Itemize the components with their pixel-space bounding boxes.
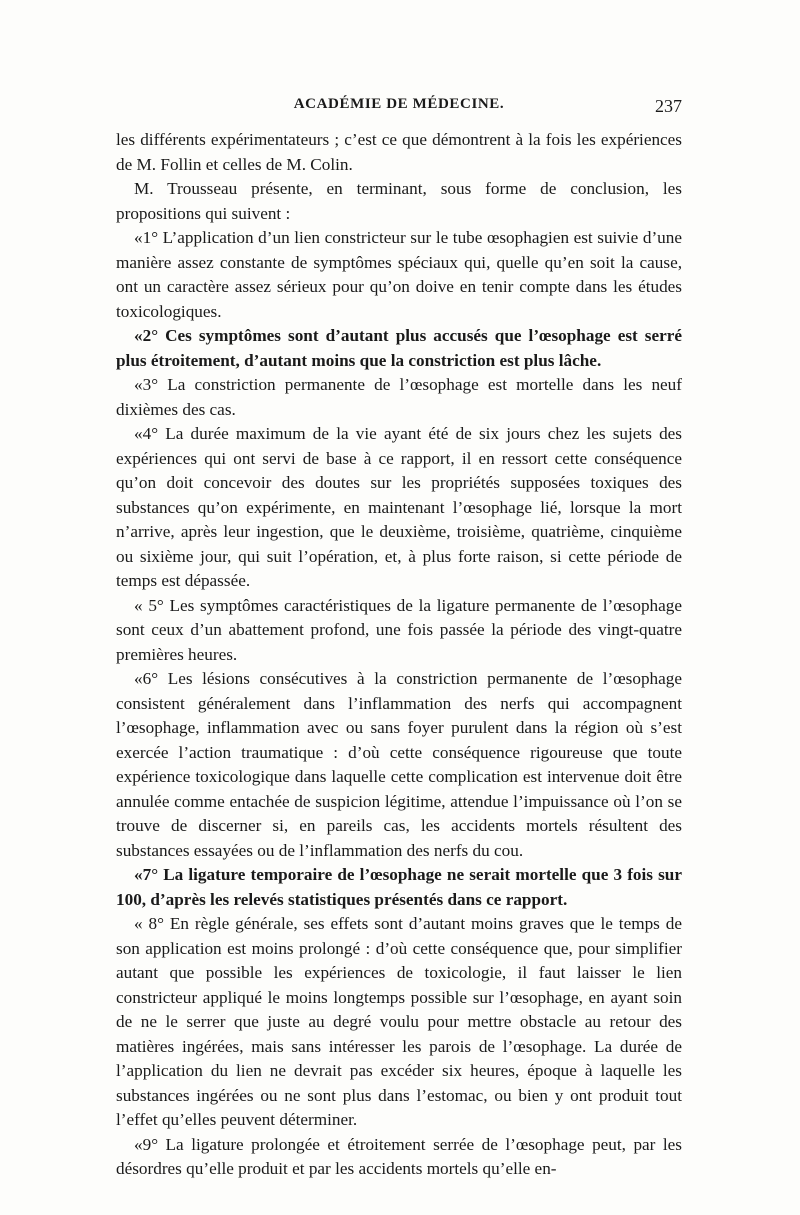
paragraph-1: les différents expérimentateurs ; c’est ce que démontrent à la fois les expériences de M. Follin et celles de M. Colin. [116,130,682,174]
paragraph-5: «3° La constriction permanente de l’œsophage est mortelle dans les neuf dixièmes des cas. [116,375,682,419]
paragraph-2: M. Trousseau présente, en terminant, sous forme de conclusion, les propositions qui suivent : [116,179,682,223]
paragraph-10: « 8° En règle générale, ses effets sont d’autant moins graves que le temps de son application est moins prolongé : d’où cette conséquence que, pour simplifier autant que possible les expériences de toxicologie, il faut laisser le lien constricteur appliqué le moins longtemps possible sur l’œsophage, en ayant soin de ne le serrer que juste au degré voulu pour mettre obstacle au retour des matières ingérées, mais sans intéresser les parois de l’œsophage. La durée de l’application du lien ne devrait pas excéder six heures, époque à laquelle les substances ingérées ou ne sont plus dans l’estomac, ou bien y ont produit tout l’effet qu’elles peuvent déterminer. [116,914,682,1129]
page-number: 237 [655,96,682,116]
body-text [116,128,682,1178]
paragraph-4: «2° Ces symptômes sont d’autant plus accusés que l’œsophage est serré plus étroitement, d’autant moins que la constriction est plus lâche. [116,326,682,370]
paragraph-8: «6° Les lésions consécutives à la constriction permanente de l’œsophage consistent généralement dans l’inflammation des nerfs qui accompagnent l’œsophage, inflammation avec ou sans foyer purulent dans la région où s’est exercée l’action traumatique : d’où cette conséquence rigoureuse que toute expérience toxicologique dans laquelle cette complication est intervenue doit être annulée comme entachée de suspicion légitime, attendue l’impuissance où l’on se trouve de discerner si, en pareils cas, les accidents mortels résultent des substances essayées ou de l’inflammation des nerfs du cou. [116,669,682,860]
paragraph-11: «9° La ligature prolongée et étroitement serrée de l’œsophage peut, par les désordres qu’elle produit et par les accidents mortels qu’elle en- [116,1134,682,1178]
paragraph-3: «1° L’application d’un lien constricteur sur le tube œsophagien est suivie d’une manière assez constante de symptômes spéciaux qui, quelle qu’en soit la cause, ont un caractère assez sérieux pour qu’on doive en tenir compte dans les études toxicologiques. [116,228,682,321]
paragraph-9: «7° La ligature temporaire de l’œsophage ne serait mortelle que 3 fois sur 100, d’après les relevés statistiques présentés dans ce rapport. [116,865,682,909]
running-title: ACADÉMIE DE MÉDECINE. [293,96,505,112]
paragraph-6: «4° La durée maximum de la vie ayant été de six jours chez les sujets des expériences qui ont servi de base à ce rapport, il en ressort cette conséquence qu’on doit concevoir des doutes sur les propriétés supposées toxiques des substances qu’on expérimente, en maintenant l’œsophage lié, lorsque la mort n’arrive, après leur ingestion, que le deuxième, troisième, quatrième, cinquième ou sixième jour, qui suit l’opération, et, à plus forte raison, si cette période de temps est dépassée. [116,424,682,590]
paragraph-7: « 5° Les symptômes caractéristiques de la ligature permanente de l’œsophage sont ceux d’un abattement profond, une fois passée la période des vingt-quatre premières heures. [116,595,682,664]
page-header [116,96,682,120]
